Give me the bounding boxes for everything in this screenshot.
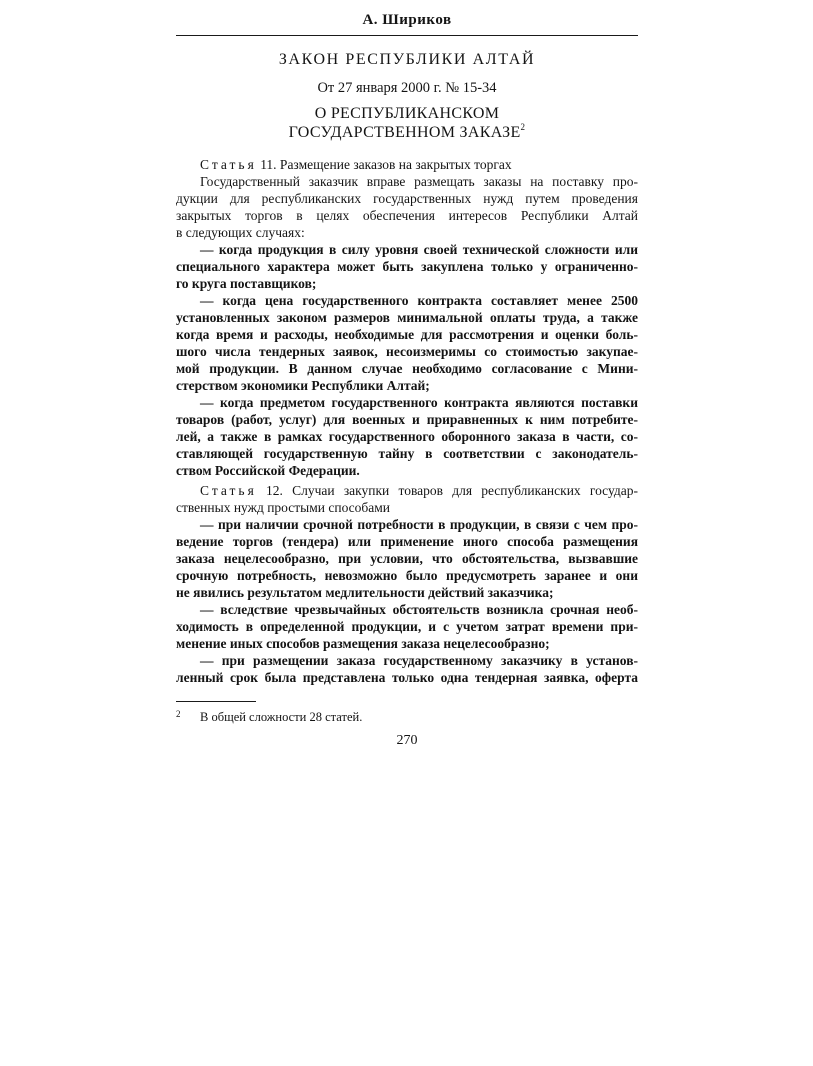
footnote-text: В общей сложности 28 статей. [200,710,363,724]
footnote-mark: 2 [176,709,181,719]
footnote-reference[interactable]: 2 [520,122,526,132]
law-title: ЗАКОН РЕСПУБЛИКИ АЛТАЙ [278,51,536,68]
article-12-item-3-line: — при размещении заказа государственному заказчику в установ- [200,653,638,668]
article-11-intro-line: закрытых торгов в целях обеспечения интересов Республики Алтай [176,208,638,223]
article-11-item-3-line: товаров (работ, услуг) для военных и приравненных к ним потребите- [176,412,638,427]
article-11-item-1-line: го круга поставщиков; [176,276,317,291]
article-12-item-1-line: ведение торгов (тендера) или применение иного способа размещения [176,534,638,549]
article-11-item-1-line: — когда продукция в силу уровня своей технической сложности или [200,242,638,257]
footnote [176,706,638,725]
footnote-rule [176,701,256,702]
article-12-item-2-line: менение иных способов размещения заказа нецелесообразно; [176,636,550,651]
article-11-item-3-line: — когда предметом государственного контракта являются поставки [200,395,638,410]
article-11-heading [176,156,638,173]
article-11-item-1-line: специального характера может быть закуплена только у ограниченно- [176,259,638,274]
book-page [176,0,638,1066]
article-11-item-2-line: установленных законом размеров минимальной оплаты труда, а также [176,310,638,325]
article-12-title: 12. Случаи закупки товаров для республиканских государ- [266,483,638,498]
law-subtitle-line-2-text: ГОСУДАРСТВЕННОМ ЗАКАЗЕ [288,124,521,141]
article-12-label: Статья [200,483,257,498]
article-12-heading-line-1 [176,482,638,499]
article-11-item-2-line: — когда цена государственного контракта составляет менее 2500 [200,293,638,308]
running-head-author: А. Шириков [362,12,452,28]
article-11-intro-line: в следующих случаях: [176,225,305,240]
law-subtitle [176,104,638,142]
page-number: 270 [396,733,418,748]
article-11-item-2-line: шого числа тендерных заявок, несоизмеримы со стоимостью закупае- [176,344,638,359]
article-12-item-1-line: не явились результатом медлительности действий заказчика; [176,585,554,600]
article-12-item-2-line: ходимость в определенной продукции, и с учетом затрат времени при- [176,619,638,634]
article-11-intro-line: дукции для республиканских государственных нужд путем проведения [176,191,638,206]
article-11-item-2-line: стерством экономики Республики Алтай; [176,378,430,393]
header-rule [176,35,638,36]
article-12-item-3-line: ленный срок была представлена только одна тендерная заявка, оферта [176,670,638,685]
article-11-intro-line: Государственный заказчик вправе размещать заказы на поставку про- [200,174,638,189]
article-12-item-1-line: заказа нецелесообразно, при условии, что обстоятельства, вызвавшие [176,551,638,566]
article-12-heading-line-2: ственных нужд простыми способами [176,500,391,515]
article-12-item-1-line: срочную потребность, невозможно было предусмотреть заранее и они [176,568,638,583]
article-11-title: 11. Размещение заказов на закрытых торгах [260,157,512,172]
law-subtitle-line-2 [176,123,638,142]
article-11 [176,156,638,479]
law-date: От 27 января 2000 г. № 15-34 [317,80,497,96]
law-subtitle-line-1: О РЕСПУБЛИКАНСКОМ [314,105,500,122]
article-12 [176,482,638,686]
article-11-item-3-line: лей, а также в рамках государственного оборонного заказа в части, со- [176,429,638,444]
article-11-label: Статья [200,157,257,172]
article-11-item-2-line: мой продукции. В данном случае необходимо согласование с Мини- [176,361,638,376]
article-11-item-2-line: когда время и расходы, необходимые для рассмотрения и оценки боль- [176,327,638,342]
article-11-item-3-line: ставляющей государственную тайну в соответствии с законодатель- [176,446,638,461]
article-12-item-2-line: — вследствие чрезвычайных обстоятельств возникла срочная необ- [200,602,638,617]
article-11-item-3-line: ством Российской Федерации. [176,463,360,478]
article-12-item-1-line: — при наличии срочной потребности в продукции, в связи с чем про- [200,517,638,532]
